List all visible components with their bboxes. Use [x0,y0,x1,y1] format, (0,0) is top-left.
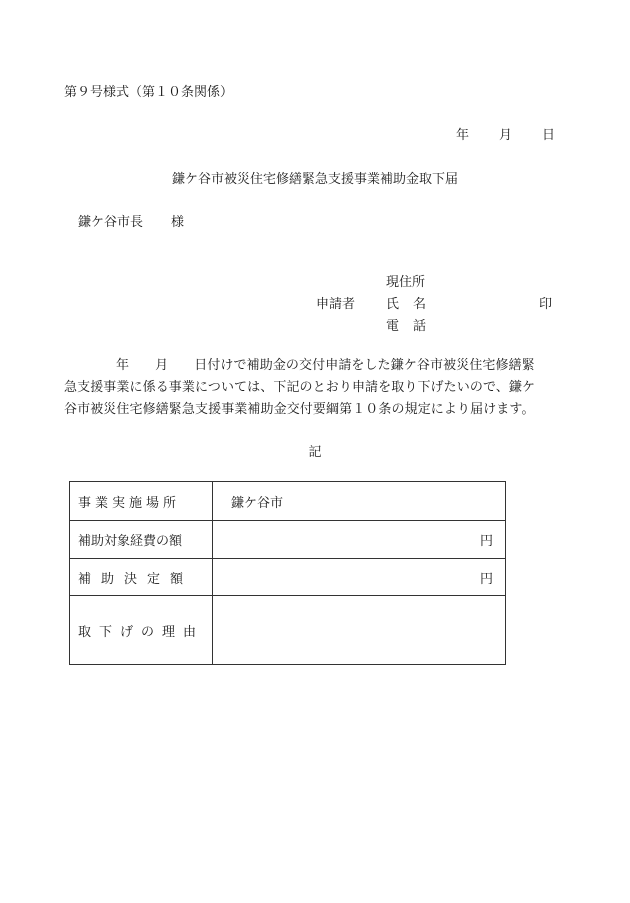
address-label: 現住所 [386,275,426,290]
name-label-2: 名 [413,297,427,312]
date-line [456,124,555,143]
table-row [70,482,506,521]
phone-label-1: 電 [386,319,400,334]
body-paragraph [64,355,554,421]
body-year: 年 [116,358,130,373]
addressee-name: 鎌ケ谷市長 [78,215,144,230]
body-month: 月 [155,358,169,373]
detail-table [69,481,506,665]
table-row [70,521,506,559]
table-row [70,596,506,665]
row-label-expense: 補助対象経費の額 [70,521,213,559]
row-label-decision: 補助決定額 [70,559,213,596]
body-line-1-rest: 日付けで補助金の交付申請をした鎌ケ谷市被災住宅修繕緊 [194,358,535,373]
date-month-label: 月 [499,128,513,143]
table-row [70,559,506,596]
seal-label: 印 [539,297,553,312]
body-line-3: 谷市被災住宅修繕緊急支援事業補助金交付要綱第１０条の規定により届けます。 [64,402,535,417]
ki-label: 記 [308,445,322,460]
name-label-1: 氏 [386,297,400,312]
date-day-label: 日 [542,128,556,143]
row-value-reason [213,596,506,665]
applicant-label: 申請者 [316,297,356,312]
phone-label-2: 話 [413,319,427,334]
body-line-1 [64,355,554,377]
document-title: 鎌ケ谷市被災住宅修繕緊急支援事業補助金取下届 [171,172,458,187]
addressee-honorific: 様 [171,215,185,230]
row-label-location: 事業実施場所 [70,482,213,521]
row-value-location: 鎌ケ谷市 [213,482,506,521]
date-year-label: 年 [456,128,470,143]
body-line-2: 急支援事業に係る事業については、下記のとおり申請を取り下げたいので、鎌ケ [64,380,536,395]
form-number: 第９号様式（第１０条関係） [64,85,234,100]
row-value-decision: 円 [213,559,506,596]
row-label-reason: 取下げの理由 [70,596,213,665]
row-value-expense: 円 [213,521,506,559]
addressee [78,211,184,230]
